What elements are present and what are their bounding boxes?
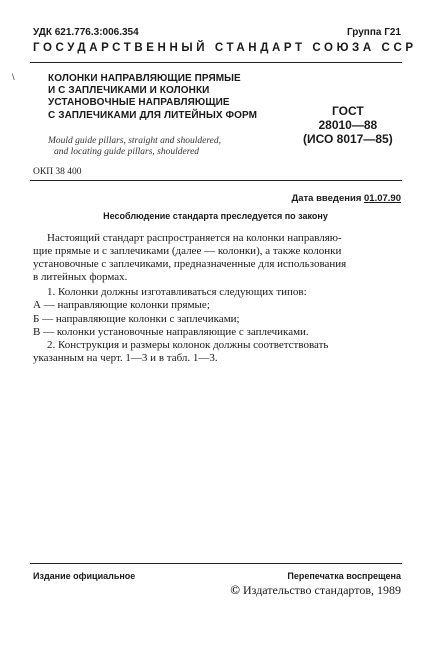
footer-rule xyxy=(30,563,402,564)
paragraph-2-line: 2. Конструкция и размеры колонок должны соответствовать xyxy=(47,338,329,351)
document-title-ru xyxy=(48,73,257,122)
document-title-en xyxy=(48,136,221,158)
group-code: Группа Г21 xyxy=(346,27,401,38)
reprint-notice: Перепечатка воспрещена xyxy=(287,571,401,581)
title-line: С ЗАПЛЕЧИКАМИ ДЛЯ ЛИТЕЙНЫХ ФОРМ xyxy=(48,109,258,121)
okp-code: ОКП 38 400 xyxy=(33,167,82,177)
type-item: А — направляющие колонки прямые; xyxy=(33,299,210,312)
title-line: И С ЗАПЛЕЧИКАМИ И КОЛОНКИ xyxy=(48,85,210,97)
udk-code: УДК 621.776.3:006.354 xyxy=(33,27,139,38)
copyright-icon: © xyxy=(230,582,240,597)
intro-line: щие прямые и с заплечиками (далее — колонки), а также колонки xyxy=(33,245,342,258)
okp-rule xyxy=(30,180,402,181)
gost-number: 28010—88 xyxy=(318,118,378,132)
margin-mark: \ xyxy=(12,72,15,82)
header-rule xyxy=(30,62,402,63)
title-line: УСТАНОВОЧНЫЕ НАПРАВЛЯЮЩИЕ xyxy=(48,97,230,109)
intro-line: в литейных формах. xyxy=(33,271,128,284)
title-en-line: and locating guide pillars, shouldered xyxy=(54,147,200,157)
state-standard-heading: ГОСУДАРСТВЕННЫЙ СТАНДАРТ СОЮЗА ССР xyxy=(33,42,417,54)
date-label: Дата введения xyxy=(291,193,362,204)
paragraph-1-heading: 1. Колонки должны изготавливаться следующих типов: xyxy=(47,286,307,299)
iso-number: (ИСО 8017—85) xyxy=(303,132,393,146)
effective-date xyxy=(291,193,401,204)
intro-line: Настоящий стандарт распространяется на колонки направляю- xyxy=(47,232,342,244)
copyright-notice xyxy=(230,582,401,598)
gost-designation xyxy=(303,104,393,146)
gost-label: ГОСТ xyxy=(332,104,364,118)
copyright-text: Издательство стандартов, 1989 xyxy=(243,583,401,597)
title-line: КОЛОНКИ НАПРАВЛЯЮЩИЕ ПРЯМЫЕ xyxy=(48,73,241,84)
type-item: Б — направляющие колонки с заплечиками; xyxy=(33,312,240,325)
document-body xyxy=(33,232,402,365)
intro-line: установочные с заплечиками, предназначенные для использования xyxy=(33,258,347,271)
date-value: 01.07.90 xyxy=(364,193,401,204)
law-notice: Несоблюдение стандарта преследуется по закону xyxy=(103,211,328,221)
paragraph-2-line: указанным на черт. 1—3 и в табл. 1—3. xyxy=(33,351,218,364)
official-edition: Издание официальное xyxy=(33,571,136,581)
type-item: В — колонки установочные направляющие с заплечиками. xyxy=(33,325,309,338)
title-en-line: Mould guide pillars, straight and shouldered, xyxy=(48,136,222,146)
